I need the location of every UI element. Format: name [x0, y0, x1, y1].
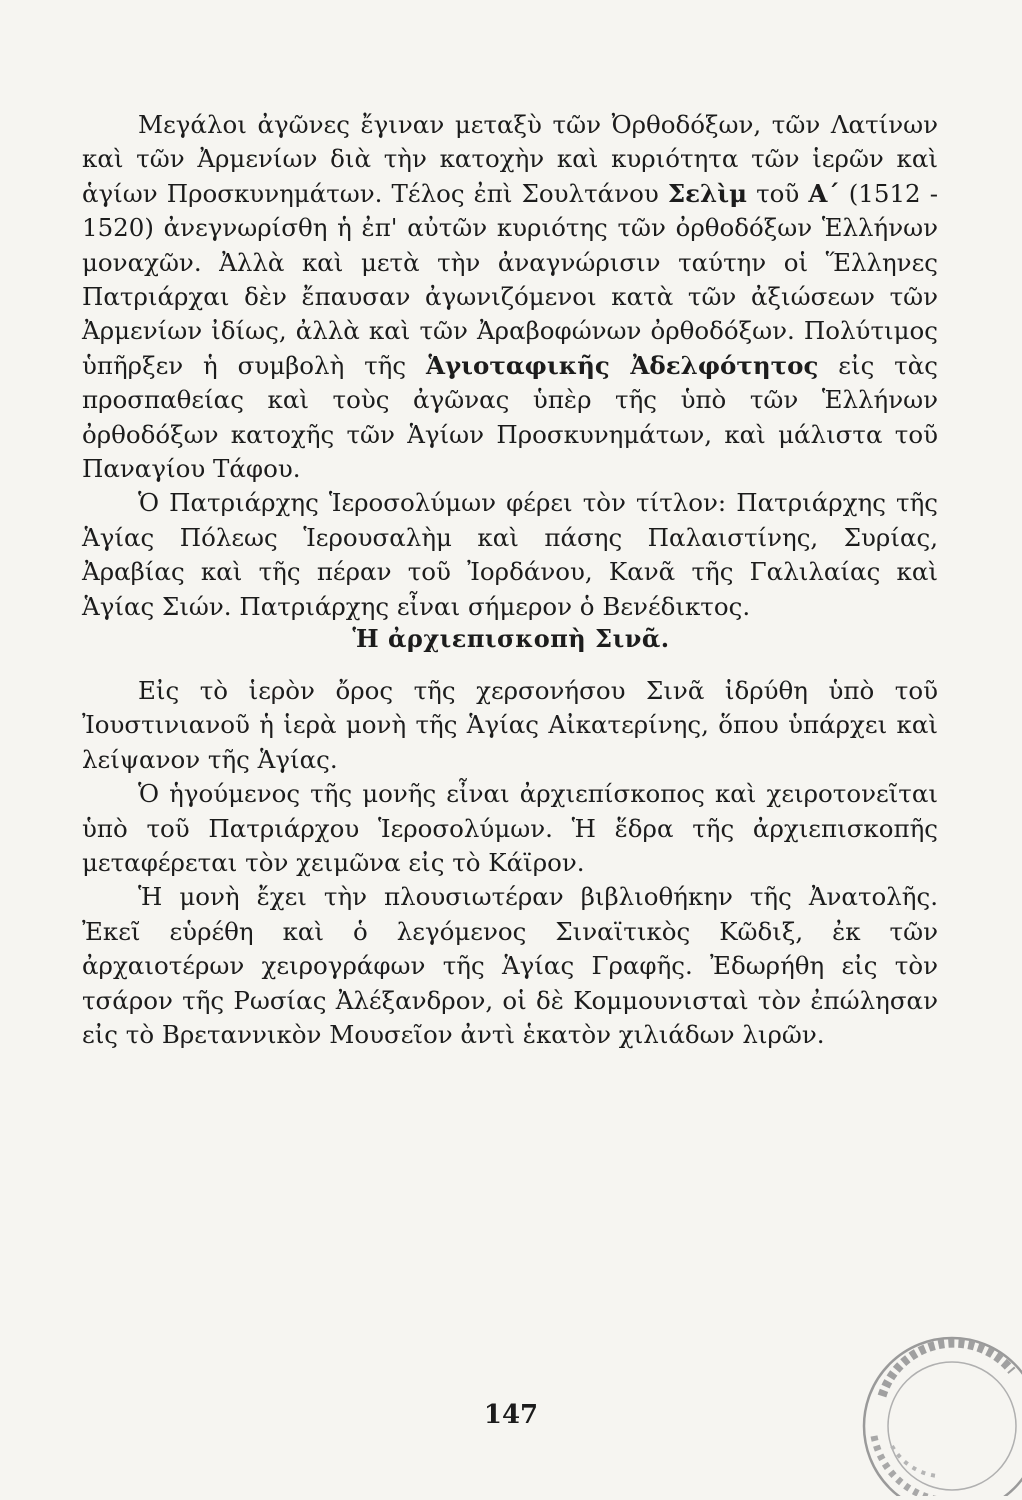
paragraph-struggles: Μεγάλοι ἀγῶνες ἔγιναν μεταξὺ τῶν Ὀρθοδόξων, τῶν Λατίνων καὶ τῶν Ἀρμενίων διὰ τὴν κατοχὴν καὶ κυριότητα τῶν ἱερῶν καὶ ἁγίων Προσκυνημάτων. Τέλος ἐπὶ Σουλτάνου Σελὶμ τοῦ Α΄ (1512 - 1520) ἀνεγνωρίσθη ἡ ἐπ' αὐτῶν κυριότης τῶν ὀρθοδόξων Ἑλλήνων μοναχῶν. Ἀλλὰ καὶ μετὰ τὴν ἀναγνώρισιν ταύτην οἱ Ἕλληνες Πατριάρχαι δὲν ἔπαυσαν ἀγωνιζόμενοι κατὰ τῶν ἀξιώσεων τῶν Ἀρμενίων ἰδίως, ἀλλὰ καὶ τῶν Ἀραβοφώνων ὀρθοδόξων. Πολύτιμος ὑπῆρξεν ἡ συμβολὴ τῆς Ἁγιοταφικῆς Ἀδελφότητος εἰς τὰς προσπαθείας καὶ τοὺς ἀγῶνας ὑπὲρ τῆς ὑπὸ τῶν Ἑλλήνων ὀρθοδόξων κατοχῆς τῶν Ἁγίων Προσκυνημάτων, καὶ μάλιστα τοῦ Παναγίου Τάφου. — [82, 110, 939, 484]
paragraph-monastery: Εἰς τὸ ἱερὸν ὄρος τῆς χερσονήσου Σινᾶ ἱδρύθη ὑπὸ τοῦ Ἰουστινιανοῦ ἡ ἱερὰ μονὴ τῆς Ἁγίας Αἰκατερίνης, ὅπου ὑπάρχει καὶ λείψανον τῆς Ἁγίας. — [82, 676, 938, 774]
library-stamp — [852, 1326, 1022, 1496]
emphasis-brotherhood: Ἁγιοταφικῆς Ἀδελφότητος — [425, 350, 819, 380]
section-sinai-text — [82, 674, 938, 1052]
paragraph-library: Ἡ μονὴ ἔχει τὴν πλουσιωτέραν βιβλιοθήκην τῆς Ἀνατολῆς. Ἐκεῖ εὑρέθη καὶ ὁ λεγόμενος Σιναϊτικὸς Κῶδιξ, ἐκ τῶν ἀρχαιοτέρων χειρογράφων τῆς Ἁγίας Γραφῆς. Ἐδωρήθη εἰς τὸν τσάρον τῆς Ρωσίας Ἀλέξανδρον, οἱ δὲ Κομμουνισταὶ τὸν ἐπώλησαν εἰς τὸ Βρεταννικὸν Μουσεῖον ἀντὶ ἑκατὸν χιλιάδων λιρῶν. — [82, 882, 938, 1050]
page-number: 147 — [483, 1400, 539, 1430]
paragraph-patriarch-title: Ὁ Πατριάρχης Ἱεροσολύμων φέρει τὸν τίτλον: Πατριάρχης τῆς Ἁγίας Πόλεως Ἱερουσαλὴμ καὶ πάσης Παλαιστίνης, Συρίας, Ἀραβίας καὶ τῆς πέραν τοῦ Ἰορδάνου, Κανᾶ τῆς Γαλιλαίας καὶ Ἁγίας Σιών. Πατριάρχης εἶναι σήμερον ὁ Βενέδικτος. — [82, 488, 938, 621]
emphasis-selim: Σελὶμ — [667, 178, 747, 208]
section-heading-sinai: Ἡ ἀρχιεπισκοπὴ Σινᾶ. — [352, 624, 670, 653]
emphasis-numeral: Α΄ — [808, 178, 840, 208]
section-jerusalem-text — [82, 108, 938, 624]
paragraph-abbot: Ὁ ἡγούμενος τῆς μονῆς εἶναι ἀρχιεπίσκοπος καὶ χειροτονεῖται ὑπὸ τοῦ Πατριάρχου Ἱεροσολύμων. Ἡ ἕδρα τῆς ἀρχιεπισκοπῆς μεταφέρεται τὸν χειμῶνα εἰς τὸ Κάϊρον. — [82, 779, 938, 878]
library-stamp-graphic — [852, 1326, 1022, 1496]
